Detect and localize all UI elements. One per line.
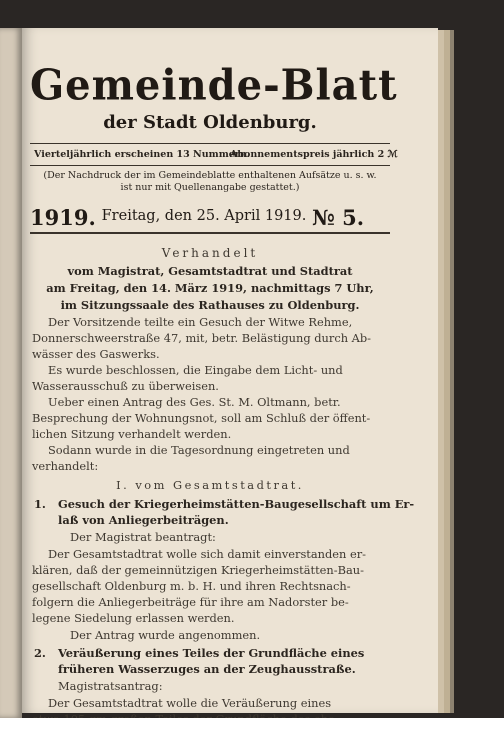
issue-number: № 5.: [312, 205, 365, 230]
item-motion: Der Magistrat beantragt:: [70, 530, 216, 544]
issue-year: 1919.: [30, 205, 96, 230]
item-title-line: Veräußerung eines Teiles der Grundfläche eines: [58, 646, 365, 660]
rule-top: [30, 143, 390, 144]
paragraph-text-line: Sodann wurde in die Tagesordnung eingetreten und: [48, 443, 350, 457]
paragraph-text-line: Ueber einen Antrag des Ges. St. M. Oltmann, betr.: [48, 395, 341, 409]
paragraph-text-line: Donnerschweerstraße 47, mit, betr. Belästigung durch Ab-: [32, 331, 372, 345]
minutes-intro-line-1: vom Magistrat, Gesamtstadtrat und Stadtrat: [67, 264, 353, 278]
paragraph-text-line: lichen Sitzung verhandelt werden.: [32, 427, 232, 441]
item-text-line: legene Siedelung erlassen werden.: [32, 611, 235, 625]
minutes-intro-line-2: am Freitag, den 14. März 1919, nachmittags 7 Uhr,: [46, 281, 374, 295]
masthead-title: Gemeinde-Blatt: [30, 60, 398, 111]
minutes-heading: Verhandelt: [161, 246, 259, 260]
paragraph-text-line: wässer des Gaswerks.: [32, 347, 160, 361]
facing-page-edge: [0, 28, 22, 718]
item-title-line: früheren Wasserzuges an der Zeughausstraße.: [58, 662, 356, 676]
minutes-intro-line-3: im Sitzungssaale des Rathauses zu Oldenburg.: [60, 298, 360, 312]
item-title-line: Gesuch der Kriegerheimstätten-Baugesellschaft um Er-: [58, 497, 415, 511]
issue-date: Freitag, den 25. April 1919.: [101, 208, 307, 224]
paragraph-text-line: Es wurde beschlossen, die Eingabe dem Licht- und: [48, 363, 343, 377]
paragraph-text-line: Besprechung der Wohnungsnot, soll am Schluß der öffent-: [32, 411, 371, 425]
item-text-line: klären, daß der gemeinnützigen Kriegerheimstätten-Bau-: [32, 563, 364, 577]
scan-bottom-margin: [0, 718, 504, 739]
item-number: 1.: [34, 497, 46, 511]
rule-middle: [30, 165, 390, 166]
masthead-subtitle: der Stadt Oldenburg.: [103, 112, 317, 133]
publication-frequency: Vierteljährlich erscheinen 13 Nummern.: [34, 149, 251, 160]
item-motion: Magistratsantrag:: [58, 679, 163, 693]
item-text-line: gesellschaft Oldenburg m. b. H. und ihren Rechtsnach-: [32, 579, 351, 593]
book-cover-edge: [450, 30, 454, 713]
item-text-line: Der Gesamtstadtrat wolle sich damit einverstanden er-: [48, 547, 367, 561]
paragraph-text-line: Der Vorsitzende teilte ein Gesuch der Witwe Rehme,: [48, 315, 353, 329]
paragraph-text-line: Wasserausschuß zu überweisen.: [32, 379, 219, 393]
paragraph-text-line: verhandelt:: [32, 459, 99, 473]
item-text-line: Der Gesamtstadtrat wolle die Veräußerung eines: [48, 696, 332, 710]
rule-dateline: [30, 232, 390, 234]
subscription-price: Abonnementspreis jährlich 2 ℳ: [230, 149, 398, 160]
item-title-line: laß von Anliegerbeiträgen.: [58, 513, 229, 527]
reprint-note-line-1: (Der Nachdruck der im Gemeindeblatte enthaltenen Aufsätze u. s. w.: [43, 170, 377, 181]
reprint-note-line-2: ist nur mit Quellenangabe gestattet.): [120, 182, 300, 193]
item-text-line: folgern die Anliegerbeiträge für ihre am Nadorster be-: [32, 595, 349, 609]
item-number: 2.: [34, 646, 46, 660]
section-heading: I. vom Gesamtstadtrat.: [116, 478, 304, 492]
item-result: Der Antrag wurde angenommen.: [70, 628, 261, 642]
